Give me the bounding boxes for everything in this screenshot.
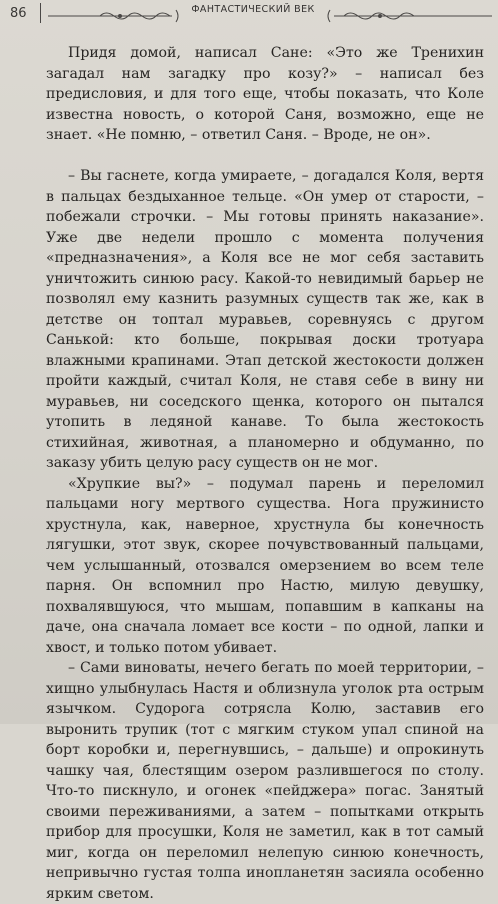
- paragraph: «Хрупкие вы?» – подумал парень и переломил пальцами ногу мертвого существа. Нога пружинисто хрустнула, как, наверное, хрустнула бы конечность лягушки, этот звук, скорее почувствованный пальцами, чем услышанный, отозвался омерзением во всем теле парня. Он вспомнил про Настю, милую девушку, похвалявшуюся, что мышам, попавшим в капканы на даче, она сначала ломает все кости – по одной, лапки и хвост, и только потом убивает.: [46, 475, 484, 656]
- body-text: [46, 43, 484, 904]
- running-head: ФАНТАСТИЧЕСКИЙ ВЕК: [191, 4, 315, 15]
- paragraph: Придя домой, написал Сане: «Это же Тренихин загадал нам загадку про козу?» – написал без предисловия, и для того еще, чтобы показать, что Коле известна новость, о которой Саня, возможно, еще не знает. «Не помню, – ответил Саня. – Вроде, не он».: [46, 45, 484, 143]
- page-number: 86: [10, 6, 27, 21]
- paragraph: – Сами виноваты, нечего бегать по моей территории, – хищно улыбнулась Настя и облизнула уголок рта острым язычком. Судорога сотрясла Колю, заставив его выронить трупик (тот с мягким стуком упал спиной на борт коробки и, перегнувшись, – дальше) и опрокинуть чашку чая, блестящим озером разлившегося по столу. Что-то пискнуло, и огонек «пейджера» погас. Занятый своими переживаниями, а затем – попытками открыть прибор для просушки, Коля не заметил, как в тот самый миг, когда он переломил нелепую синюю конечность, непривычно густая толпа инопланетян засияла особенно ярким светом.: [46, 660, 484, 902]
- paragraph: – Вы гаснете, когда умираете, – догадался Коля, вертя в пальцах бездыханное тельце. «Он умер от старости, – побежали строчки. – Мы готовы принять наказание». Уже две недели прошло с момента получения «предназначения», а Коля все не мог себя заставить уничтожить синюю расу. Какой-то невидимый барьер не позволял ему казнить разумных существ так же, как в детстве он топтал муравьев, соревнуясь с другом Санькой: кто больше, покрывая доски тротуара влажными крапинами. Этап детской жестокости должен пройти каждый, считал Коля, не ставя себе в вину ни муравьев, ни соседского щенка, которого он пытался утопить в ледяной канаве. То была жестокость стихийная, животная, а планомерно и обдуманно, по заказу убить целую расу существ он не мог.: [46, 168, 484, 471]
- page-header: [0, 0, 498, 30]
